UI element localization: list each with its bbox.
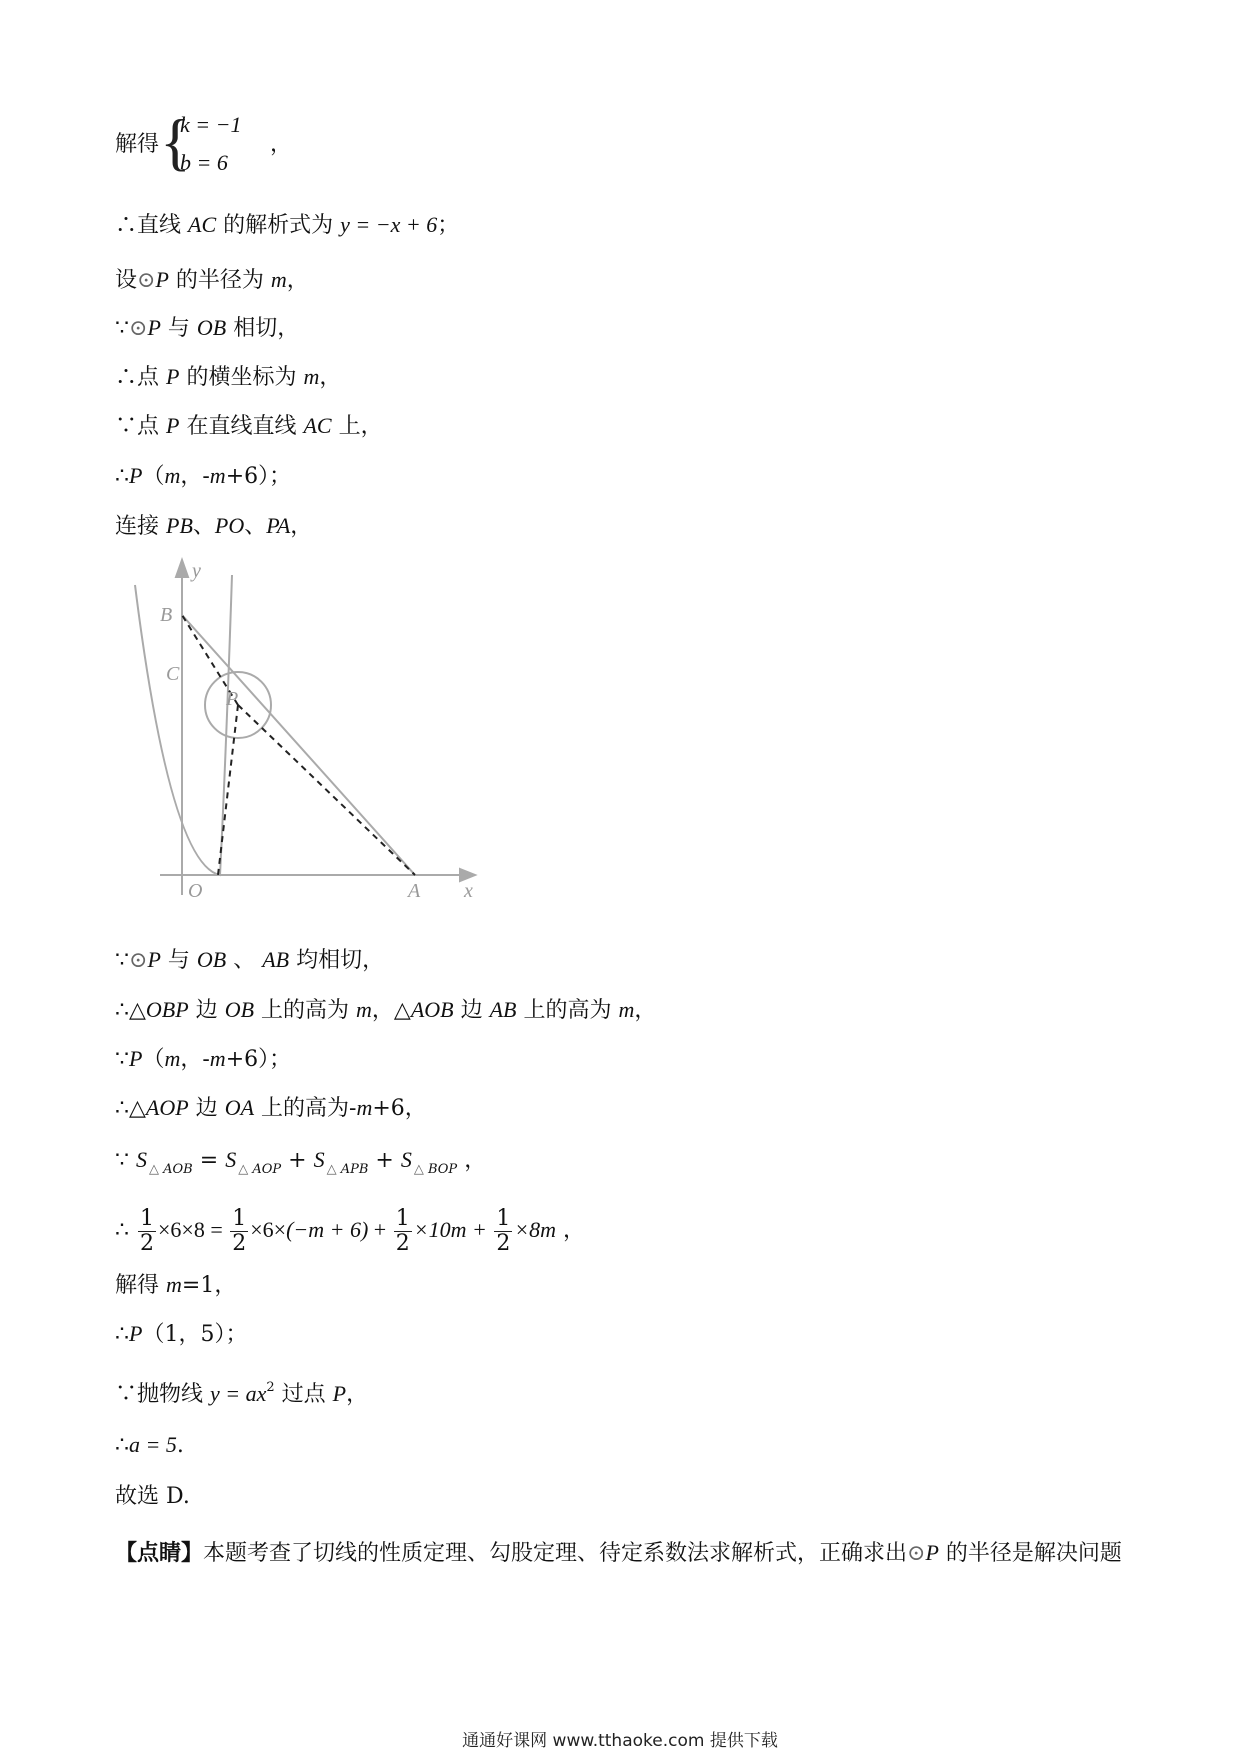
p-on-ac: ∵点 P 在直线直线 AC 上， — [115, 413, 383, 439]
p-abscissa: ∴点 P 的横坐标为 m， — [115, 364, 342, 390]
parabola — [135, 575, 232, 875]
label-c: C — [166, 663, 180, 685]
area-equation: ∴ $\frac{1}{2}$ ×6×8 = $\frac{1}{2}$ ×6×(−m + 6) + $\frac{1}{2}$ ×10m + $\frac{1}{2}$ ×8m ， — [115, 1205, 586, 1256]
a-result: ∴a = 5. — [115, 1432, 184, 1458]
area-relation: ∵ S $_{\triangle AOB}$ = S $_{\triangle AOP}$ + S $_{\triangle APB}$ + S $_{\triangle BOP}$ ， — [115, 1147, 487, 1177]
radius-assumption: 设⊙P 的半径为 m， — [115, 267, 309, 293]
label-x: x — [464, 880, 473, 902]
y-axis-arrow-icon — [176, 560, 188, 577]
fraction-half: $\frac{1}{2}$ — [496, 1205, 511, 1256]
tangent-ob: ∵⊙P 与 OB 相切， — [115, 315, 300, 341]
text: 解得 — [115, 132, 160, 157]
p-coordinates-again: ∵P（m，-m+6）； — [115, 1046, 292, 1072]
system-brace: { — [160, 106, 191, 177]
fraction-half: $\frac{1}{2}$ — [232, 1205, 247, 1256]
segment-po — [218, 705, 238, 875]
circle-symbol-icon: ⊙ — [907, 1541, 926, 1566]
geometry-figure — [130, 555, 490, 905]
height-aop: ∴△AOP 边 OA 上的高为-m+6， — [115, 1095, 427, 1121]
circle-symbol-icon: ⊙ — [137, 268, 156, 293]
system-tail: ， — [270, 132, 293, 157]
footer-watermark: 通通好课网 www.tthaoke.com 提供下载 — [462, 1731, 778, 1751]
label-a: A — [408, 880, 421, 902]
line-ac-equation: ∴直线 AC 的解析式为 y = −x + 6； — [115, 212, 460, 238]
label-p: P — [226, 688, 239, 710]
solve-m: 解得 m=1， — [115, 1272, 237, 1298]
fraction-half: $\frac{1}{2}$ — [395, 1205, 410, 1256]
p-coordinates: ∴P（m，-m+6）； — [115, 463, 292, 489]
equation-k: k = −1 — [180, 112, 242, 137]
connect-segments: 连接 PB、PO、PA， — [115, 513, 313, 539]
parabola-through-p: ∵抛物线 $y = ax^2$ 过点 P， — [115, 1380, 369, 1407]
p-result: ∴P（1，5）； — [115, 1321, 248, 1347]
equation-b: b = 6 — [180, 150, 228, 175]
line-ab — [182, 615, 415, 875]
heights-m: ∴△OBP 边 OB 上的高为 m，△AOB 边 AB 上的高为 m， — [115, 997, 657, 1023]
label-b: B — [160, 604, 173, 626]
label-o: O — [188, 880, 203, 902]
tangent-ob-ab: ∵⊙P 与 OB 、 AB 均相切， — [115, 947, 385, 973]
comment-note: 【点睛】本题考查了切线的性质定理、勾股定理、待定系数法求解析式，正确求出⊙P 的半径是解决问题 — [115, 1540, 1122, 1566]
segment-pa — [238, 705, 415, 875]
label-y: y — [192, 560, 201, 582]
circle-symbol-icon: ⊙ — [129, 316, 148, 341]
answer-choice: 故选 D. — [115, 1484, 190, 1509]
solve-label — [115, 130, 159, 160]
circle-symbol-icon: ⊙ — [129, 948, 148, 973]
fraction-half: $\frac{1}{2}$ — [140, 1205, 154, 1256]
